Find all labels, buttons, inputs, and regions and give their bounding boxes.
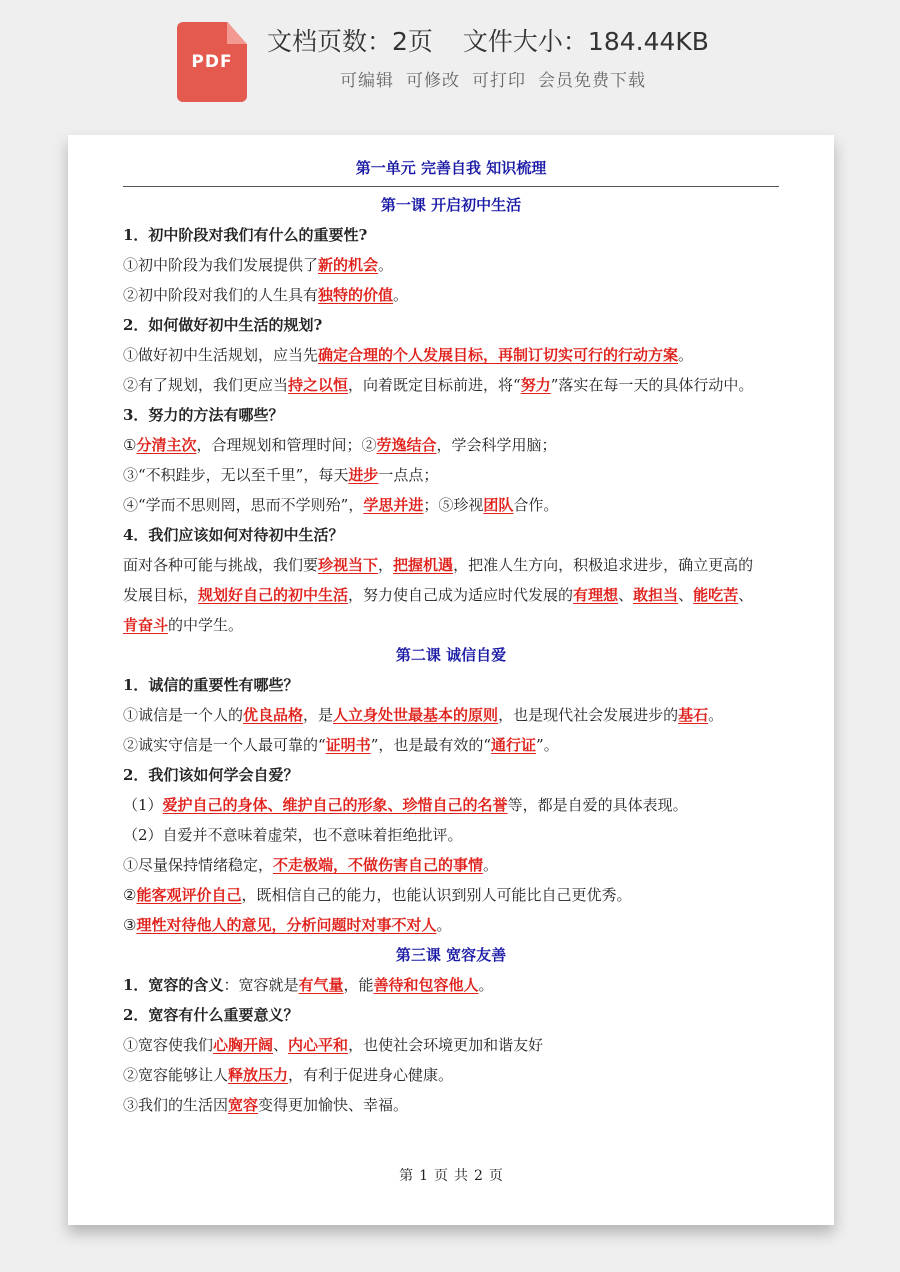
text-segment: ②初中阶段对我们的人生具有 [123,286,319,304]
feature-modifiable: 可修改 [406,71,460,91]
key-point: 宽容 [228,1096,259,1114]
lesson-title [123,940,779,970]
text-segment: 第二课 诚信自爱 [395,646,507,664]
key-point: 理性对待他人的意见，分析问题时对事不对人 [136,916,437,934]
text-segment: 面对各种可能与挑战，我们要 [123,556,319,574]
text-segment: 等，都是自爱的具体表现。 [507,796,688,814]
text-segment: ④“学而不思则罔，思而不学则殆”， [123,496,364,514]
text-line [123,1090,779,1120]
text-line [123,970,779,1000]
key-point: 持之以恒 [288,376,349,394]
text-segment: （2）自爱并不意味着虚荣，也不意味着拒绝批评。 [123,826,463,844]
footer-word-di: 第 [399,1168,414,1184]
document-page [68,135,834,1225]
text-segment: （1） [123,796,163,814]
lesson-title [123,640,779,670]
text-line [123,790,779,820]
text-line [123,250,779,280]
feature-printable: 可打印 [472,71,526,91]
text-line [123,700,779,730]
key-point: 分清主次 [136,436,197,454]
text-segment: 2．我们该如何学会自爱？ [123,766,299,784]
feature-editable: 可编辑 [340,71,394,91]
text-segment: 4．我们应该如何对待初中生活？ [123,526,344,544]
key-point: 独特的价值 [318,286,394,304]
question-heading [123,400,779,430]
question-heading [123,520,779,550]
key-point: 不走极端，不做伤害自己的事情 [273,856,484,874]
key-point: 有气量 [298,976,344,994]
key-point: 优良品格 [243,706,304,724]
text-segment: ②有了规划，我们更应当 [123,376,289,394]
text-line [123,1060,779,1090]
text-segment: ①诚信是一个人的 [123,706,244,724]
text-segment: ，也使社会环境更加和谐友好 [348,1036,544,1054]
key-point: 基石 [678,706,709,724]
text-segment: 3．努力的方法有哪些？ [123,406,284,424]
text-segment: ，是 [303,706,334,724]
text-line [123,430,779,460]
document-body [123,190,779,1120]
text-line [123,910,779,940]
text-segment: ，能 [343,976,374,994]
text-segment: 、 [273,1036,289,1054]
key-point: 规划好自己的初中生活 [198,586,349,604]
text-segment: ①做好初中生活规划，应当先 [123,346,319,364]
key-point: 团队 [483,496,514,514]
text-segment: 。 [483,856,499,874]
text-segment: 。 [478,976,494,994]
text-line [123,550,779,580]
key-point: 爱护自己的身体、维护自己的形象、珍惜自己的名誉 [162,796,508,814]
text-segment: 。 [708,706,724,724]
key-point: 把握机遇 [393,556,454,574]
text-segment: 、 [738,586,754,604]
text-line [123,730,779,760]
text-segment: ， [378,556,394,574]
question-heading [123,760,779,790]
question-heading [123,670,779,700]
text-segment: 合作。 [513,496,559,514]
text-segment: ②诚实守信是一个人最可靠的“ [123,736,326,754]
text-segment: ② [123,886,137,904]
footer-current-page: 1 [419,1168,428,1184]
text-segment: ，努力使自己成为适应时代发展的 [348,586,574,604]
text-segment: ，向着既定目标前进，将“ [348,376,521,394]
text-segment: ，合理规划和管理时间；② [196,436,377,454]
text-line [123,580,779,610]
text-segment: 一点点； [378,466,439,484]
text-segment: 发展目标， [123,586,199,604]
text-segment: ① [123,436,137,454]
text-line [123,370,779,400]
text-segment: ，有利于促进身心健康。 [288,1066,454,1084]
text-line [123,850,779,880]
key-point: 有理想 [573,586,619,604]
text-line [123,460,779,490]
question-heading [123,1000,779,1030]
text-segment: ”落实在每一天的具体行动中。 [550,376,754,394]
text-segment: 、 [618,586,634,604]
text-segment: 。 [393,286,409,304]
key-point: 敢担当 [633,586,679,604]
text-segment: 、 [678,586,694,604]
text-segment: ③ [123,916,137,934]
text-segment: ”。 [536,736,559,754]
key-point: 确定合理的个人发展目标，再制订切实可行的行动方案 [318,346,679,364]
text-segment: ，把准人生方向，积极追求进步，确立更高的 [453,556,754,574]
text-segment: ”，也是最有效的“ [370,736,492,754]
text-segment: ③我们的生活因 [123,1096,229,1114]
key-point: 心胸开阔 [213,1036,274,1054]
text-segment: 2．如何做好初中生活的规划? [123,316,323,334]
key-point: 释放压力 [228,1066,289,1084]
key-point: 人立身处世最基本的原则 [333,706,499,724]
title-divider [123,186,779,187]
key-point: 能客观评价自己 [136,886,242,904]
text-segment: ①宽容使我们 [123,1036,214,1054]
text-segment: ；⑤珍视 [423,496,484,514]
key-point: 学思并进 [363,496,424,514]
pdf-icon-label: PDF [191,52,233,72]
text-segment: 1．初中阶段对我们有什么的重要性? [123,226,368,244]
text-line [123,610,779,640]
text-line [123,880,779,910]
text-segment: 第三课 宽容友善 [395,946,507,964]
text-segment: ：宽容就是 [223,976,299,994]
key-point: 内心平和 [288,1036,349,1054]
footer-total-pages: 2 [474,1168,483,1184]
text-line [123,1030,779,1060]
text-segment: ，既相信自己的能力，也能认识到别人可能比自己更优秀。 [241,886,632,904]
doc-info [267,22,709,58]
key-point: 珍视当下 [318,556,379,574]
text-segment: 1．诚信的重要性有哪些？ [123,676,299,694]
text-line [123,340,779,370]
text-segment: ③“不积跬步，无以至千里”，每天 [123,466,349,484]
key-point: 能吃苦 [693,586,739,604]
question-heading [123,310,779,340]
text-segment: 第一课 开启初中生活 [380,196,522,214]
unit-title: 第一单元 完善自我 知识梳理 [355,159,547,177]
text-segment: 。 [378,256,394,274]
footer-word-page-end: 页 [488,1168,503,1184]
text-segment: 。 [678,346,694,364]
key-point: 新的机会 [318,256,379,274]
doc-features [340,66,646,91]
text-line [123,280,779,310]
text-segment: 。 [436,916,452,934]
text-segment: 2．宽容有什么重要意义？ [123,1006,299,1024]
key-point: 努力 [520,376,551,394]
key-point: 证明书 [325,736,371,754]
question-heading [123,220,779,250]
file-size: 文件大小：184.44KB [462,27,709,56]
key-point: 通行证 [491,736,537,754]
lesson-title [123,190,779,220]
page-footer [68,1165,834,1185]
footer-word-total: 共 [454,1168,468,1184]
text-segment: ②宽容能够让人 [123,1066,229,1084]
text-segment: ，学会科学用脑； [436,436,557,454]
text-segment: ①初中阶段为我们发展提供了 [123,256,319,274]
text-line [123,490,779,520]
footer-word-page: 页 [434,1168,448,1184]
feature-member-download: 会员免费下载 [538,71,646,91]
text-segment: ①尽量保持情绪稳定， [123,856,274,874]
key-point: 肯奋斗 [123,616,169,634]
key-point: 劳逸结合 [376,436,437,454]
text-segment: ，也是现代社会发展进步的 [498,706,679,724]
text-segment: 变得更加愉快、幸福。 [258,1096,409,1114]
key-point: 进步 [348,466,379,484]
text-segment: 的中学生。 [168,616,244,634]
text-segment: 1．宽容的含义 [123,976,224,994]
page-count: 文档页数：2页 [267,27,433,56]
text-line [123,820,779,850]
key-point: 善待和包容他人 [373,976,479,994]
download-banner [0,0,900,125]
